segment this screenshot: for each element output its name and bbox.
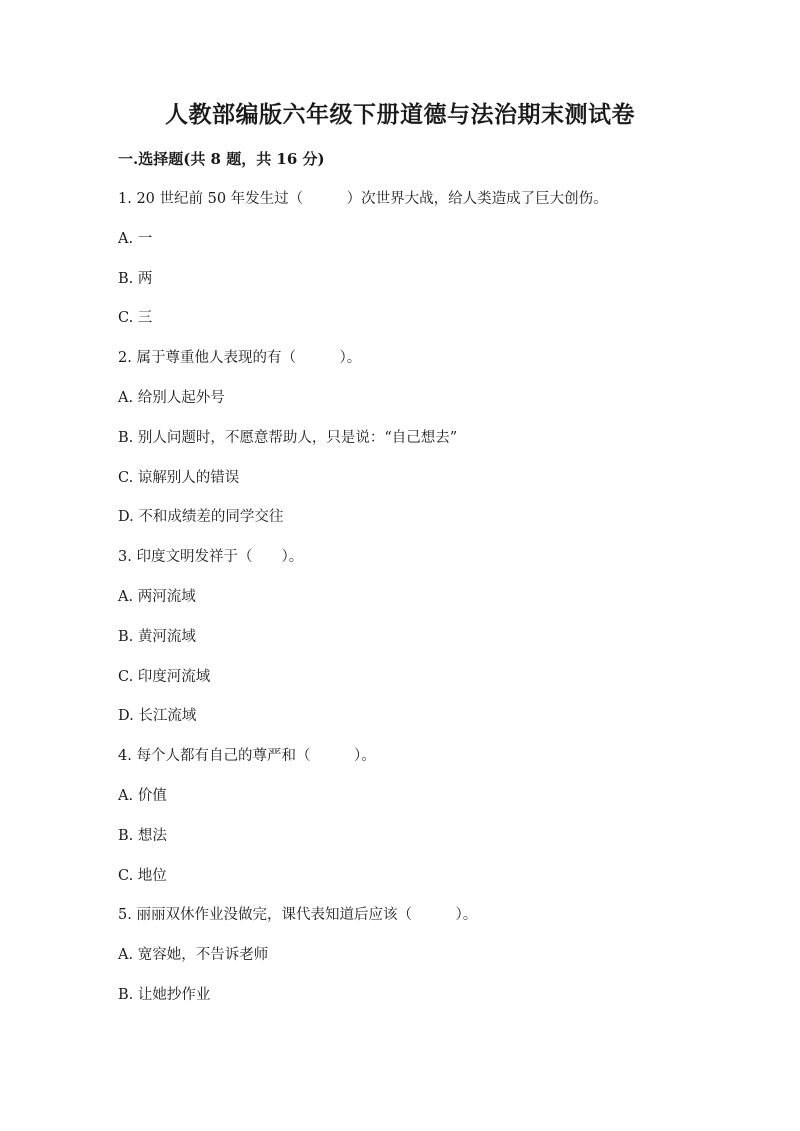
question-5-stem: 5. 丽丽双休作业没做完，课代表知道后应该（ ）。 — [118, 907, 478, 924]
question-3-stem: 3. 印度文明发祥于（ ）。 — [118, 549, 304, 566]
question-2-stem: 2. 属于尊重他人表现的有（ ）。 — [118, 350, 362, 367]
question-3-option-c: C. 印度河流域 — [118, 668, 211, 685]
question-4-option-c: C. 地位 — [118, 867, 167, 884]
question-5-option-b: B. 让她抄作业 — [118, 986, 211, 1003]
question-4-option-a: A. 价值 — [118, 787, 167, 804]
question-2-option-b: B. 别人问题时，不愿意帮助人，只是说：“自己想去” — [118, 429, 458, 446]
question-1-option-b: B. 两 — [118, 270, 153, 287]
question-3-option-d: D. 长江流域 — [118, 708, 197, 725]
question-4-option-b: B. 想法 — [118, 827, 167, 844]
question-list — [118, 188, 718, 1024]
page-title: 人教部编版六年级下册道德与法治期末测试卷 — [165, 101, 635, 128]
question-4-stem: 4. 每个人都有自己的尊严和（ ）。 — [118, 748, 376, 765]
question-2-option-c: C. 谅解别人的错误 — [118, 469, 240, 486]
question-1-option-c: C. 三 — [118, 310, 153, 327]
question-2-option-a: A. 给别人起外号 — [118, 389, 225, 406]
question-3-option-a: A. 两河流域 — [118, 588, 196, 605]
question-2-option-d: D. 不和成绩差的同学交往 — [118, 509, 284, 526]
section-heading: 一.选择题(共 8 题，共 16 分) — [118, 150, 325, 168]
question-1-option-a: A. 一 — [118, 230, 153, 247]
question-3-option-b: B. 黄河流域 — [118, 628, 196, 645]
question-5-option-a: A. 宽容她，不告诉老师 — [118, 947, 269, 964]
question-1-stem: 1. 20 世纪前 50 年发生过（ ）次世界大战，给人类造成了巨大创伤。 — [118, 191, 608, 207]
